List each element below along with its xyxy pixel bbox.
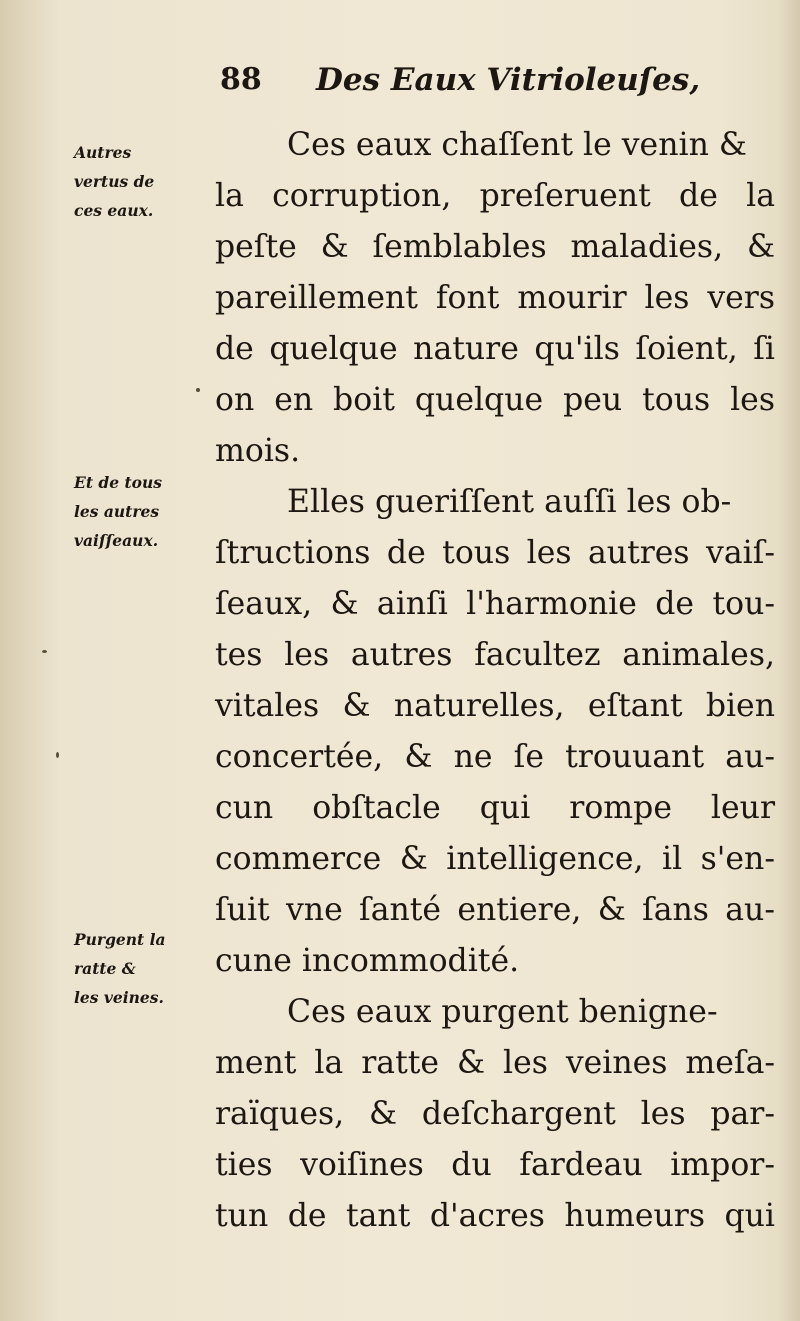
margin-note-line: vertus de [74, 172, 155, 191]
ink-speck [196, 388, 200, 392]
text-line: ment la ratte & les veines meſa- [215, 1045, 775, 1081]
margin-note-line: Purgent la [74, 930, 166, 949]
margin-note-line: Autres [74, 143, 132, 162]
text-line: Ces eaux purgent benigne- [287, 994, 718, 1030]
text-line: commerce & intelligence, il s'en- [215, 841, 775, 877]
text-line: ſtructions de tous les autres vaiſ- [215, 535, 775, 571]
margin-note-line: les veines. [74, 988, 164, 1007]
text-line: mois. [215, 433, 301, 469]
text-line: tun de tant d'acres humeurs qui [215, 1198, 775, 1234]
text-line: de quelque nature qu'ils ſoient, ſi [215, 331, 775, 367]
text-line: ſuit vne ſanté entiere, & ſans au- [215, 892, 775, 928]
text-line: peſte & ſemblables maladies, & [215, 229, 775, 265]
running-title: Des Eaux Vitrioleuſes, [316, 62, 701, 98]
margin-note-line: vaiſſeaux. [74, 531, 159, 550]
text-line: ſeaux, & ainſi l'harmonie de tou- [215, 586, 775, 622]
text-line: Ces eaux chaſſent le venin & [287, 127, 747, 163]
margin-note-line: Et de tous [74, 473, 162, 492]
margin-note-other-virtues [74, 138, 214, 225]
margin-note-purge-spleen [74, 925, 214, 1012]
text-line: pareillement font mourir les vers [215, 280, 775, 316]
body-text [215, 120, 775, 1242]
text-line: tes les autres facultez animales, [215, 637, 775, 673]
text-line: la corruption, preſeruent de la [215, 178, 775, 214]
page-header [220, 62, 780, 122]
text-line: ties voiſines du fardeau impor- [215, 1147, 775, 1183]
text-line: raïques, & deſchargent les par- [215, 1096, 775, 1132]
margin-note-line: les autres [74, 502, 160, 521]
text-line: on en boit quelque peu tous les [215, 382, 775, 418]
ink-speck [56, 752, 59, 758]
page-number: 88 [220, 62, 262, 97]
text-line: Elles gueriſſent auſſi les ob- [287, 484, 732, 520]
text-line: cun obſtacle qui rompe leur [215, 790, 775, 826]
ink-speck [42, 650, 47, 653]
margin-note-all-vessels [74, 468, 214, 555]
text-line: cune incommodité. [215, 943, 520, 979]
margin-note-line: ces eaux. [74, 201, 154, 220]
text-line: vitales & naturelles, eſtant bien [215, 688, 775, 724]
text-line: concertée, & ne ſe trouuant au- [215, 739, 775, 775]
margin-note-line: ratte & [74, 959, 136, 978]
